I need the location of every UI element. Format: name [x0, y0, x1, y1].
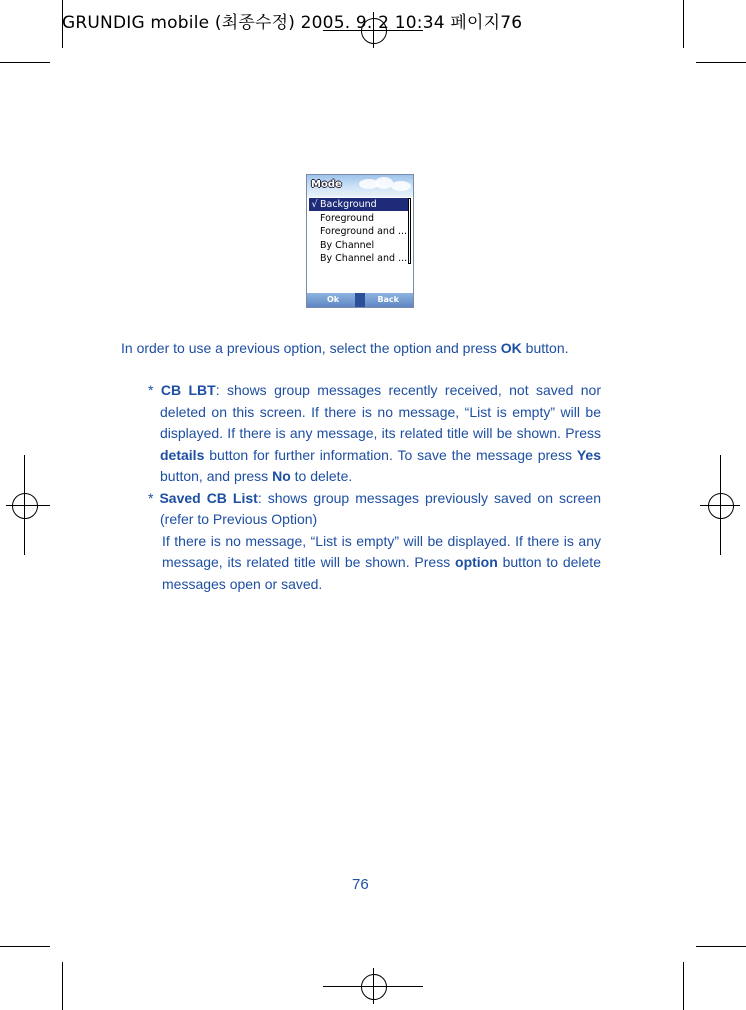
bullet-cb-lbt: * CB LBT: shows group messages recently received, not saved nor deleted on this screen. If there is no message, “List is empty” will be displayed. If there is any message, its related title will be shown. Press details button for further information. To save the message press Yes button, and press No to delete. — [148, 382, 602, 484]
mode-item-background[interactable] — [309, 198, 409, 211]
term-cb-lbt: CB LBT — [160, 382, 216, 398]
center-key[interactable] — [355, 293, 365, 307]
bullet-saved-cb-list: * Saved CB List: shows group messages previously saved on screen (refer to Previous Option) — [148, 489, 601, 527]
crop-mark — [0, 946, 50, 947]
page-number: 76 — [352, 876, 369, 893]
crop-mark — [683, 962, 684, 1010]
print-slug: GRUNDIG mobile (최종수정) 2005. 9. 2 10:34 페이지76 — [62, 13, 523, 33]
phone-screen — [306, 174, 414, 308]
mode-item-foreground-and[interactable] — [309, 225, 409, 238]
mode-item-label: Background — [320, 199, 377, 210]
mode-item-label: By Channel — [320, 239, 375, 251]
crop-mark — [62, 962, 63, 1010]
soft-key-bar — [307, 293, 413, 307]
mode-item-label: Foreground — [320, 212, 375, 224]
term-no: No — [272, 468, 291, 484]
intro-paragraph: In order to use a previous option, select the option and press OK button. — [121, 340, 569, 356]
crop-mark — [0, 62, 50, 63]
mode-item-label: By Channel and ... — [320, 253, 408, 264]
term-details: details — [160, 446, 205, 463]
bullet-saved-cb-list-detail: If there is no message, “List is empty” will be displayed. If there is any message, its related title will be shown. Press option button to delete messages open or saved. — [162, 532, 601, 592]
bullet-list — [148, 380, 601, 595]
term-saved-cb-list: Saved CB List — [159, 489, 258, 506]
scrollbar[interactable] — [408, 198, 411, 264]
crop-mark — [696, 946, 746, 947]
term-option: option — [455, 554, 498, 570]
screen-title: Mode — [311, 179, 342, 190]
crop-mark — [683, 0, 684, 48]
mode-item-foreground[interactable] — [309, 212, 409, 225]
mode-item-label: Foreground and ... — [320, 226, 408, 237]
term-yes: Yes — [576, 446, 601, 463]
mode-item-by-channel-and[interactable] — [309, 252, 409, 265]
check-icon: √ — [311, 199, 318, 210]
ok-soft-key[interactable]: Ok — [327, 295, 340, 304]
crop-mark — [696, 62, 746, 63]
ok-keyword: OK — [500, 340, 522, 356]
screen-title-bar — [307, 175, 413, 197]
back-soft-key[interactable]: Back — [377, 295, 399, 304]
mode-item-by-channel[interactable] — [309, 239, 409, 252]
